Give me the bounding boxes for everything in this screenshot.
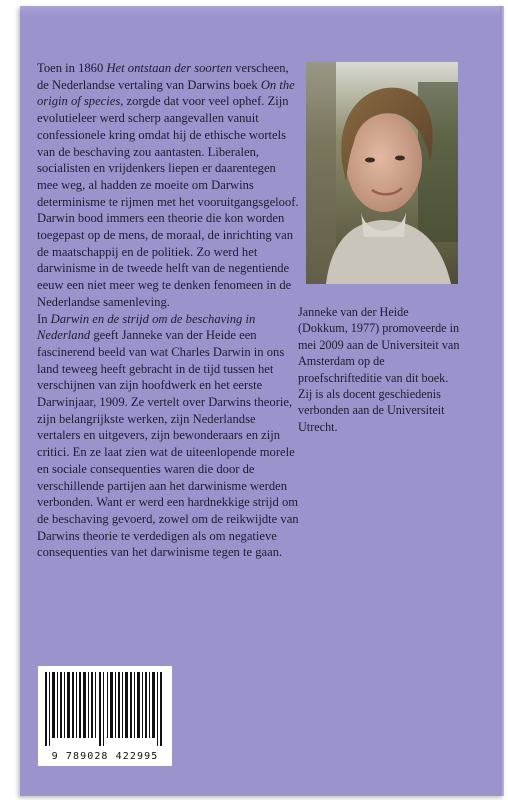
barcode-bars [43, 672, 167, 746]
blurb-text [37, 60, 299, 561]
cover-top-edge [20, 6, 504, 16]
blurb-text-segment: In [37, 311, 51, 326]
page-edge [500, 6, 504, 796]
book-title-english: On the origin of species, [37, 77, 295, 109]
book-title-dutch: Het ontstaan der soorten [106, 61, 233, 75]
author-bio: Janneke van der Heide (Dokkum, 1977) promoveerde in mei 2009 aan de Universiteit van Amsterdam op de proefschrifteditie van dit boek. Zij is als docent geschiedenis verbonden aan de Universiteit Utrecht. [298, 305, 460, 434]
author-photo [306, 62, 458, 284]
isbn-barcode [38, 666, 172, 766]
isbn-number: 9 789028 422995 [51, 751, 159, 762]
blurb-paragraph-2 [37, 311, 299, 562]
blurb-text-segment: verscheen, de Nederlandse vertaling van Darwins boek [37, 61, 289, 92]
blurb-paragraph-1 [37, 60, 299, 311]
author-portrait-image [306, 62, 458, 284]
blurb-text-segment: geeft Janneke van der Heide een fascinerend beeld van wat Charles Darwin in ons land teweeg heeft gebracht in de tijd tussen het verschijnen van zijn hoofdwerk en het eerste Darwinjaar, 1909. Ze vertelt over Darwins theorie, zijn belangrijkste werken, zijn Nederlandse vertalers en uitgevers, zijn bewonderaars en zijn critici. En ze laat zien wat de uiteenlopende morele en sociale consequenties waren die door de verschillende partijen aan het darwinisme werden verbonden. Want er werd een hardnekkige strijd om de beschaving gevoerd, zowel om de reikwijdte van Darwins theorie te verdedigen als om negatieve consequenties van het darwinisme tegen te gaan. [37, 328, 299, 560]
blurb-text-segment: Toen in 1860 [37, 61, 107, 75]
blurb-text-segment: zorgde dat voor veel ophef. Zijn evolutieleer werd scherp aangevallen vanuit confessionele kring omdat hij de ethische wortels van de beschaving zou aantasten. Liberalen, socialisten en vrijdenkers liepen er daarentegen mee weg, al hadden ze moeite om Darwins determinisme te rijmen met het vooruitgangsgeloof. Darwin bood immers een theorie die kon worden toegepast op de mens, de moraal, de inrichting van de maatschappij en de politiek. Zo werd het darwinisme in de tweede helft van de negentiende eeuw een niet meer weg te denken fenomeen in de Nederlandse samenleving. [37, 94, 299, 309]
book-title: Darwin en de strijd om de beschaving in Nederland [37, 311, 256, 343]
